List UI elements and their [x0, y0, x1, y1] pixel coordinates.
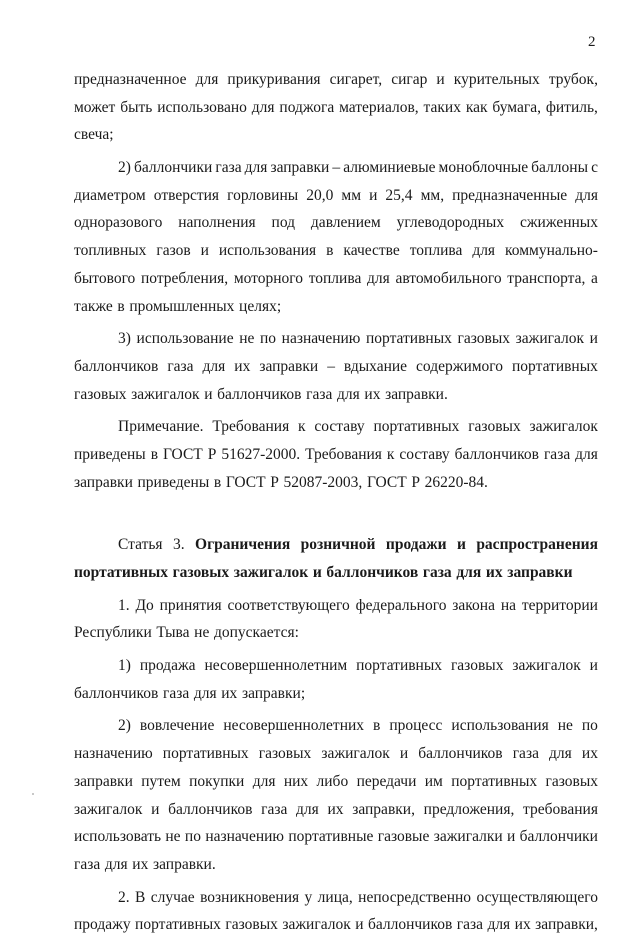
text-line: назначению портативных газовых зажигалок и баллончиков газа для их: [74, 745, 598, 763]
document-body: [74, 66, 598, 939]
text-line: бытового потребления, моторного топлива для автомобильного транспорта, а: [74, 269, 598, 287]
text-line: Республики Тыва не допускается:: [74, 624, 299, 642]
text-line: 1. До принятия соответствующего федерального закона на территории: [118, 596, 598, 614]
text-line: Примечание. Требования к составу портативных газовых зажигалок: [118, 418, 598, 436]
para-art3-1-item-1: [74, 652, 598, 707]
text-line: газовых зажигалок и баллончиков газа для их заправки.: [74, 385, 448, 403]
text-line: предназначенное для прикуривания сигарет, сигар и курительных трубок,: [74, 71, 598, 88]
text-line: баллончиков газа для их заправки – вдыхание содержимого портативных: [74, 357, 598, 375]
text-line: одноразового наполнения под давлением углеводородных сжиженных: [74, 214, 598, 232]
scan-speck: [32, 793, 34, 795]
page-number: 2: [588, 34, 596, 50]
text-line: свеча;: [74, 126, 114, 144]
text-line: заправки приведены в ГОСТ Р 52087-2003, ГОСТ Р 26220-84.: [74, 473, 488, 491]
text-line: может быть использовано для поджога материалов, таких как бумага, фитиль,: [74, 98, 598, 116]
para-lighter-definition-cont: [74, 66, 598, 149]
text-line: Статья 3. Ограничения розничной продажи и распространения: [118, 536, 598, 554]
text-line: приведены в ГОСТ Р 51627-2000. Требования к составу баллончиков газа для: [74, 445, 598, 463]
text-line: диаметром отверстия горловины 20,0 мм и 25,4 мм, предназначенные для: [74, 186, 598, 204]
text-line: зажигалок и баллончиков газа для их заправки, предложения, требования: [74, 800, 598, 818]
para-art3-1-item-2: [74, 712, 598, 878]
text-line: заправки путем покупки для них либо передачи им портативных газовых: [74, 772, 598, 790]
para-item-2-gas-cartridges: [74, 154, 598, 320]
text-line: 1) продажа несовершеннолетним портативных газовых зажигалок и: [118, 657, 598, 675]
text-line: также в промышленных целях;: [74, 297, 282, 315]
text-line: портативных газовых зажигалок и баллончиков газа для их заправки: [74, 564, 573, 581]
para-note: [74, 413, 598, 496]
text-line: 2. В случае возникновения у лица, непосредственно осуществляющего: [118, 888, 598, 906]
text-line: баллончиков газа для их заправки;: [74, 684, 306, 702]
para-item-3-misuse: [74, 325, 598, 408]
article-3-heading: [74, 531, 598, 586]
text-line: 2) вовлечение несовершеннолетних в процесс использования не по: [118, 717, 598, 735]
text-line: продажу портативных газовых зажигалок и баллончиков газа для их заправки,: [74, 916, 598, 934]
para-art3-2: [74, 884, 598, 939]
text-line: 3) использование не по назначению портативных газовых зажигалок и: [118, 330, 598, 348]
text-line: газа для их заправки.: [74, 855, 216, 873]
text-line: топливных газов и использования в качестве топлива для коммунально-: [74, 242, 598, 260]
para-art3-1: [74, 592, 598, 647]
text-line: 2) баллончики газа для заправки – алюминиевые моноблочные баллоны с: [118, 159, 598, 177]
text-line: использовать не по назначению портативные газовые зажигалки и баллончики: [74, 828, 598, 846]
